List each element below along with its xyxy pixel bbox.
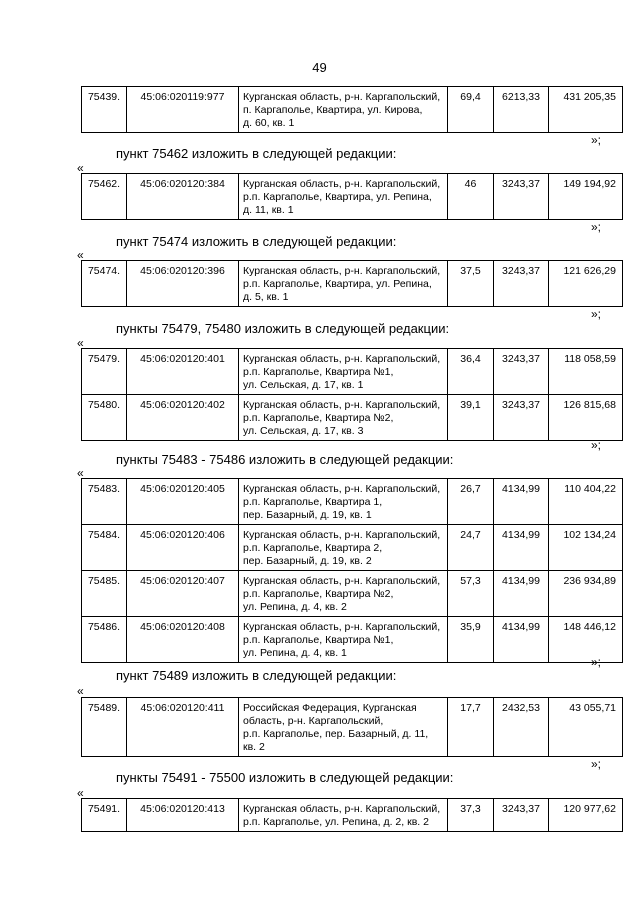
area-cell: 69,4 (448, 87, 494, 133)
area-cell: 36,4 (448, 349, 494, 395)
cadastral-number: 45:06:020120:411 (127, 698, 239, 757)
address-line: ул. Сельская, д. 17, кв. 3 (243, 425, 364, 437)
close-mark: »; (591, 438, 602, 452)
row-number: 75439. (82, 87, 127, 133)
open-mark: « (77, 161, 84, 175)
address-line: Курганская область, р-н. Каргапольский, (243, 265, 441, 277)
price-cell: 4134,99 (494, 525, 549, 571)
address-cell (239, 799, 448, 832)
address-line: ул. Репина, д. 4, кв. 2 (243, 601, 347, 613)
price-cell: 3243,37 (494, 799, 549, 832)
address-line: п. Каргаполье, Квартира, ул. Кирова, (243, 104, 423, 116)
address-cell (239, 349, 448, 395)
instruction-text: пункты 75479, 75480 изложить в следующей редакции: (116, 321, 450, 336)
row-number: 75483. (82, 479, 127, 525)
total-cell: 149 194,92 (549, 174, 623, 220)
close-mark: »; (591, 757, 602, 771)
area-cell: 39,1 (448, 395, 494, 441)
table-row (82, 799, 623, 832)
address-line: Курганская область, р-н. Каргапольский, (243, 178, 441, 190)
total-cell: 148 446,12 (549, 617, 623, 663)
cadastral-number: 45:06:020120:402 (127, 395, 239, 441)
price-cell: 4134,99 (494, 571, 549, 617)
address-cell (239, 395, 448, 441)
price-cell: 4134,99 (494, 617, 549, 663)
address-cell (239, 479, 448, 525)
address-line: д. 60, кв. 1 (243, 117, 295, 129)
address-line: р.п. Каргаполье, Квартира №2, (243, 412, 394, 424)
instruction-text: пункт 75462 изложить в следующей редакции: (116, 146, 397, 161)
total-cell: 118 058,59 (549, 349, 623, 395)
cadastral-number: 45:06:020120:406 (127, 525, 239, 571)
address-line: Курганская область, р-н. Каргапольский, (243, 91, 441, 103)
row-number: 75484. (82, 525, 127, 571)
address-cell (239, 174, 448, 220)
cadastral-number: 45:06:020120:407 (127, 571, 239, 617)
address-line: р.п. Каргаполье, Квартира №1, (243, 366, 394, 378)
row-number: 75462. (82, 174, 127, 220)
address-line: р.п. Каргаполье, Квартира, ул. Репина, (243, 191, 432, 203)
close-mark: »; (591, 655, 602, 669)
table-row (82, 479, 623, 525)
open-mark: « (77, 786, 84, 800)
instruction-text: пункты 75491 - 75500 изложить в следующей редакции: (116, 770, 454, 785)
entry-table (81, 173, 623, 220)
table-row (82, 174, 623, 220)
area-cell: 17,7 (448, 698, 494, 757)
price-cell: 3243,37 (494, 349, 549, 395)
area-cell: 26,7 (448, 479, 494, 525)
table-row (82, 698, 623, 757)
total-cell: 43 055,71 (549, 698, 623, 757)
open-mark: « (77, 248, 84, 262)
area-cell: 37,5 (448, 261, 494, 307)
row-number: 75491. (82, 799, 127, 832)
address-line: Курганская область, р-н. Каргапольский, (243, 529, 441, 541)
address-line: Курганская область, р-н. Каргапольский, (243, 803, 441, 815)
address-cell (239, 617, 448, 663)
address-line: р.п. Каргаполье, Квартира 1, (243, 496, 383, 508)
total-cell: 102 134,24 (549, 525, 623, 571)
cadastral-number: 45:06:020120:401 (127, 349, 239, 395)
row-number: 75485. (82, 571, 127, 617)
total-cell: 236 934,89 (549, 571, 623, 617)
address-line: д. 11, кв. 1 (243, 204, 294, 216)
area-cell: 24,7 (448, 525, 494, 571)
address-line: Курганская область, р-н. Каргапольский, (243, 399, 441, 411)
address-cell (239, 525, 448, 571)
total-cell: 120 977,62 (549, 799, 623, 832)
cadastral-number: 45:06:020119:977 (127, 87, 239, 133)
instruction-text: пункт 75489 изложить в следующей редакции: (116, 668, 397, 683)
entry-table (81, 798, 623, 832)
cadastral-number: 45:06:020120:408 (127, 617, 239, 663)
page-number: 49 (312, 60, 327, 75)
cadastral-number: 45:06:020120:396 (127, 261, 239, 307)
address-cell (239, 698, 448, 757)
price-cell: 2432,53 (494, 698, 549, 757)
open-mark: « (77, 336, 84, 350)
address-line: р.п. Каргаполье, пер. Базарный, д. 11, (243, 728, 429, 740)
row-number: 75480. (82, 395, 127, 441)
address-cell (239, 87, 448, 133)
total-cell: 431 205,35 (549, 87, 623, 133)
cadastral-number: 45:06:020120:405 (127, 479, 239, 525)
total-cell: 126 815,68 (549, 395, 623, 441)
instruction-text: пункты 75483 - 75486 изложить в следующей редакции: (116, 452, 454, 467)
address-line: Курганская область, р-н. Каргапольский, (243, 621, 441, 633)
address-line: р.п. Каргаполье, Квартира №1, (243, 634, 394, 646)
address-line: ул. Сельская, д. 17, кв. 1 (243, 379, 364, 391)
open-mark: « (77, 466, 84, 480)
price-cell: 6213,33 (494, 87, 549, 133)
address-line: р.п. Каргаполье, Квартира №2, (243, 588, 394, 600)
price-cell: 3243,37 (494, 174, 549, 220)
close-mark: »; (591, 133, 602, 147)
entry-table (81, 86, 623, 133)
table-row (82, 571, 623, 617)
address-line: д. 5, кв. 1 (243, 291, 289, 303)
address-cell (239, 261, 448, 307)
address-line: Курганская область, р-н. Каргапольский, (243, 575, 441, 587)
address-line: Российская Федерация, Курганская (243, 702, 417, 714)
entry-table (81, 697, 623, 757)
row-number: 75479. (82, 349, 127, 395)
price-cell: 3243,37 (494, 261, 549, 307)
table-row (82, 525, 623, 571)
table-row (82, 261, 623, 307)
cadastral-number: 45:06:020120:413 (127, 799, 239, 832)
close-mark: »; (591, 307, 602, 321)
address-line: ул. Репина, д. 4, кв. 1 (243, 647, 347, 659)
address-line: р.п. Каргаполье, Квартира, ул. Репина, (243, 278, 432, 290)
table-row (82, 87, 623, 133)
address-line: кв. 2 (243, 741, 265, 753)
table-row (82, 617, 623, 663)
address-line: р.п. Каргаполье, Квартира 2, (243, 542, 383, 554)
address-line: р.п. Каргаполье, ул. Репина, д. 2, кв. 2 (243, 816, 429, 828)
total-cell: 121 626,29 (549, 261, 623, 307)
open-mark: « (77, 684, 84, 698)
price-cell: 4134,99 (494, 479, 549, 525)
area-cell: 35,9 (448, 617, 494, 663)
entry-table (81, 478, 623, 663)
area-cell: 57,3 (448, 571, 494, 617)
area-cell: 46 (448, 174, 494, 220)
close-mark: »; (591, 220, 602, 234)
instruction-text: пункт 75474 изложить в следующей редакции: (116, 234, 397, 249)
address-cell (239, 571, 448, 617)
address-line: пер. Базарный, д. 19, кв. 2 (243, 555, 372, 567)
total-cell: 110 404,22 (549, 479, 623, 525)
price-cell: 3243,37 (494, 395, 549, 441)
row-number: 75486. (82, 617, 127, 663)
address-line: область, р-н. Каргапольский, (243, 715, 384, 727)
address-line: Курганская область, р-н. Каргапольский, (243, 483, 441, 495)
address-line: пер. Базарный, д. 19, кв. 1 (243, 509, 372, 521)
table-row (82, 349, 623, 395)
cadastral-number: 45:06:020120:384 (127, 174, 239, 220)
entry-table (81, 260, 623, 307)
address-line: Курганская область, р-н. Каргапольский, (243, 353, 441, 365)
row-number: 75474. (82, 261, 127, 307)
entry-table (81, 348, 623, 441)
row-number: 75489. (82, 698, 127, 757)
area-cell: 37,3 (448, 799, 494, 832)
table-row (82, 395, 623, 441)
